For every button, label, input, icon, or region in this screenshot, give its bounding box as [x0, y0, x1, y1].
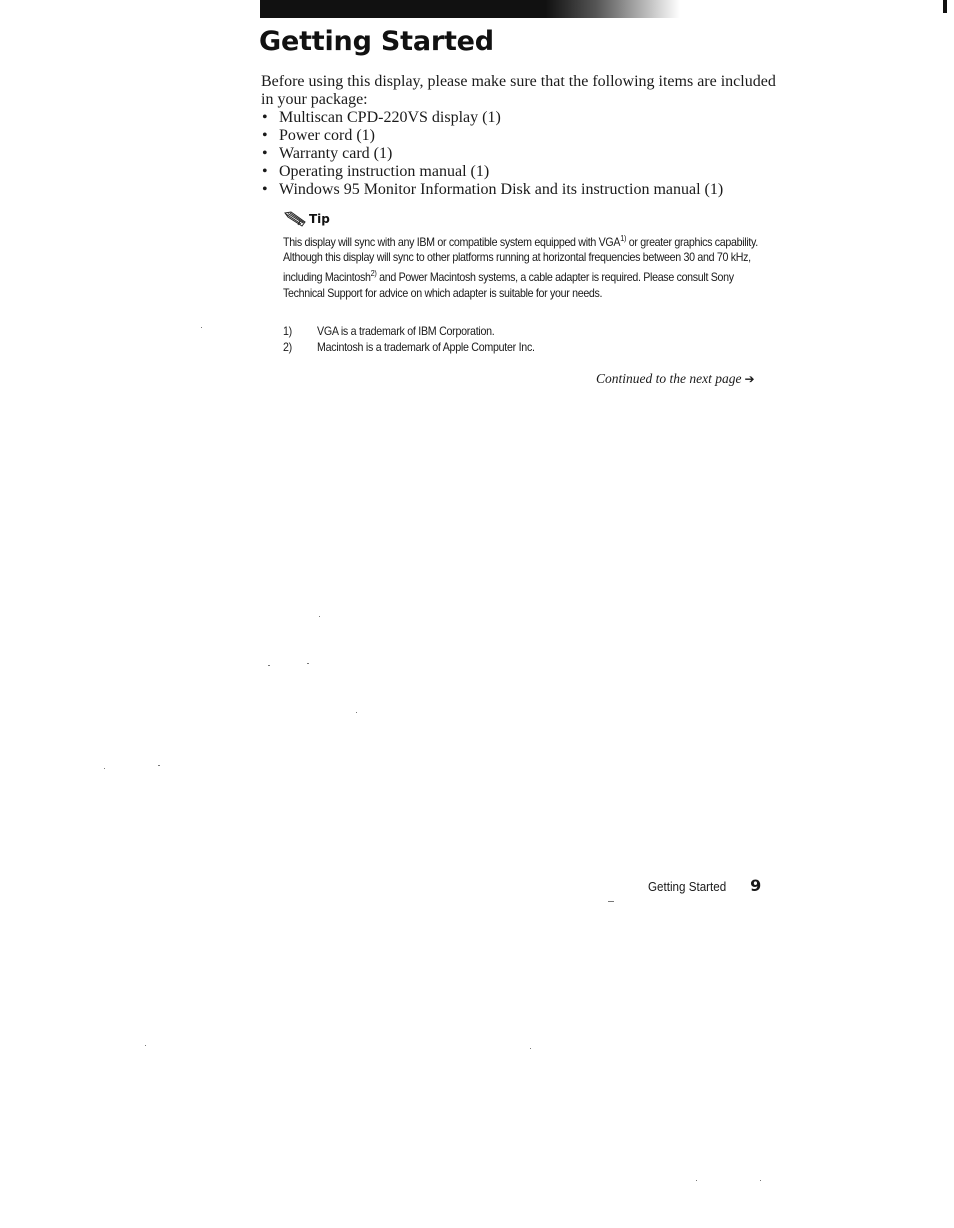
tip-text-part: and Power Macintosh systems, a cable adapter is required. Please consult Sony Technical Support for advice on which adapter is suitable for your needs.: [283, 270, 734, 300]
footnote-number: 2): [283, 341, 292, 354]
footer-section-title: Getting Started: [648, 880, 727, 894]
tip-text-part: This display will sync with any IBM or compatible system equipped with VGA: [283, 235, 621, 249]
header-bar: [260, 0, 680, 18]
list-item: [261, 145, 723, 163]
list-item-text: Windows 95 Monitor Information Disk and its instruction manual (1): [279, 181, 724, 198]
bullet-icon: •: [262, 109, 268, 126]
list-item-text: Warranty card (1): [279, 145, 393, 162]
scan-speck: [104, 768, 105, 769]
page-footer: [648, 876, 761, 895]
arrow-right-icon: ➔: [744, 372, 755, 386]
scan-speck: [158, 765, 160, 766]
list-item: [261, 163, 723, 181]
tip-heading: [283, 211, 330, 227]
pencil-icon: [283, 211, 307, 227]
continued-note: [596, 371, 755, 387]
list-item: [261, 109, 723, 127]
footnotes-list: [283, 324, 535, 356]
corner-mark: [943, 0, 947, 13]
page-number: 9: [750, 876, 762, 895]
tip-text: [283, 231, 768, 301]
footnote: [283, 340, 535, 356]
page-title: Getting Started: [259, 26, 494, 57]
list-item: [261, 181, 723, 199]
list-item-text: Multiscan CPD-220VS display (1): [279, 109, 501, 126]
scan-speck: [201, 327, 202, 328]
list-item-text: Operating instruction manual (1): [279, 163, 490, 180]
bullet-icon: •: [262, 163, 268, 180]
continued-text: Continued to the next page: [596, 371, 742, 386]
scan-speck: [356, 712, 357, 713]
bullet-icon: •: [262, 181, 268, 198]
bullet-icon: •: [262, 127, 268, 144]
footnote-number: 1): [283, 325, 292, 338]
footnote-text: Macintosh is a trademark of Apple Computer Inc.: [317, 341, 535, 354]
scan-speck: [319, 616, 320, 617]
package-items-list: [261, 109, 723, 199]
scan-speck: [530, 1048, 531, 1049]
scan-speck: [760, 1180, 761, 1181]
list-item: [261, 127, 723, 145]
scan-speck: [608, 901, 614, 902]
scan-speck: [696, 1180, 697, 1181]
scan-speck: [307, 663, 309, 664]
footnote-ref: 2): [370, 269, 377, 279]
intro-paragraph: Before using this display, please make sure that the following items are included in your package:: [261, 73, 776, 108]
scan-speck: [268, 665, 270, 666]
footnote-text: VGA is a trademark of IBM Corporation.: [317, 325, 495, 338]
footnote-ref: 1): [620, 234, 627, 243]
list-item-text: Power cord (1): [279, 127, 375, 144]
footnote: [283, 324, 535, 340]
tip-text-part: or greater graphics capability. Although this display will sync to other platforms running at horizontal frequencies between 30 and 70 kHz, including Macintosh: [283, 235, 758, 284]
bullet-icon: •: [262, 145, 268, 162]
scan-speck: [145, 1045, 146, 1046]
tip-label: Tip: [309, 212, 330, 226]
